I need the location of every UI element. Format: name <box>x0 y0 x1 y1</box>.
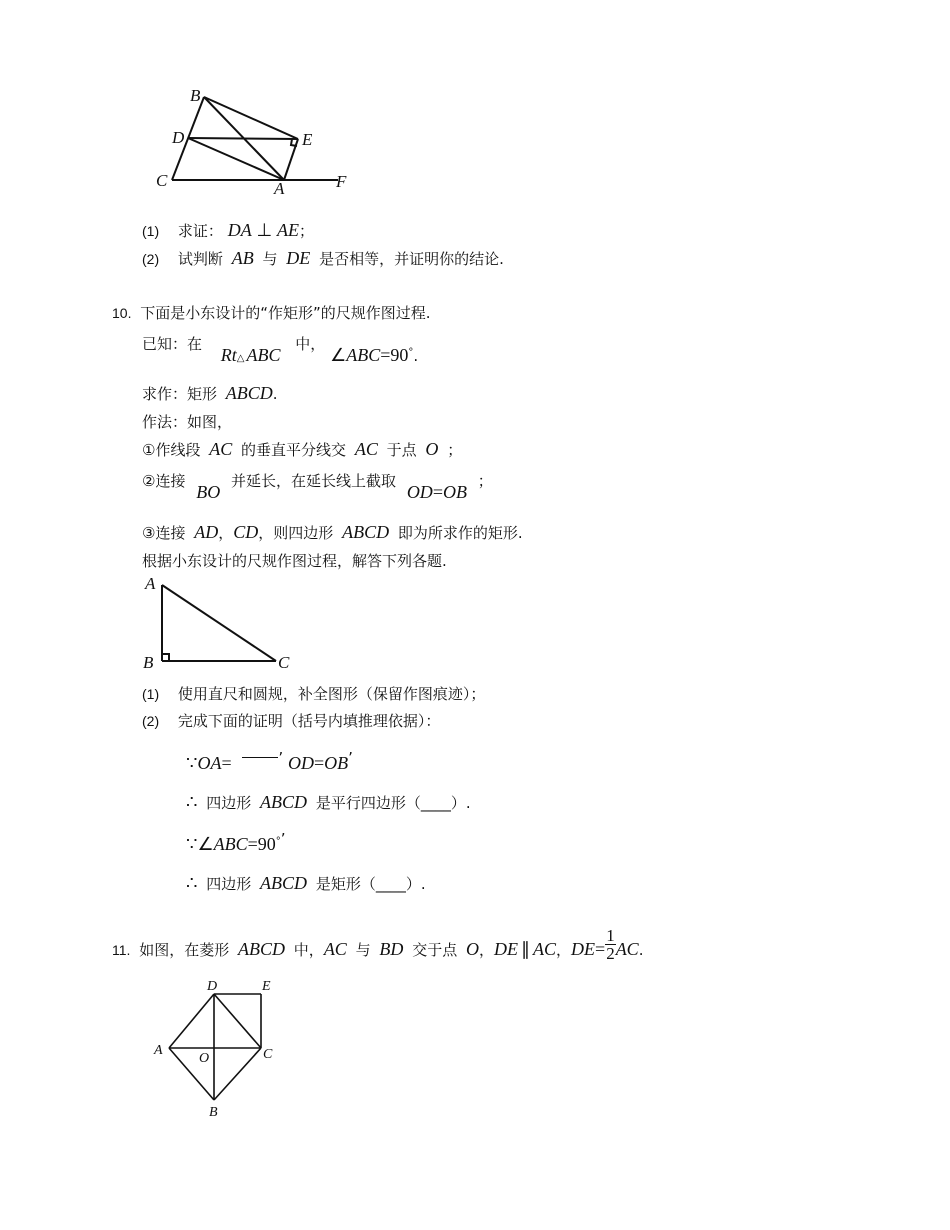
s1-pre: ①作线段 <box>142 441 201 459</box>
value-90: 90 <box>257 834 276 854</box>
math-oa: OA <box>197 753 222 773</box>
l2-pre: 四边形 <box>206 794 252 812</box>
math-ab: AB <box>231 248 254 268</box>
degree: ° <box>408 347 414 358</box>
question-number: 10. <box>112 305 132 321</box>
q11-dot: . <box>638 941 644 959</box>
math-ac2: AC <box>533 939 557 959</box>
q10-step2 <box>142 470 493 502</box>
math-o: O <box>465 939 479 959</box>
math-bd: BD <box>379 939 404 959</box>
comma2: ’ <box>348 749 353 767</box>
math-rt: Rt <box>220 345 237 365</box>
q9-part1 <box>142 220 314 241</box>
part-number: (2) <box>142 713 160 729</box>
s2-end: ； <box>477 472 493 490</box>
math-od: OD <box>406 482 433 502</box>
s2-pre: ②连接 <box>142 472 186 490</box>
fig3-label-c: C <box>263 1047 273 1062</box>
math-ob: OB <box>324 753 349 773</box>
s3-c1: ， <box>218 524 234 542</box>
math-cd: CD <box>233 522 259 542</box>
math-ac2: AC <box>354 439 378 459</box>
s2-mid: 并延长，在延长线上截取 <box>231 472 397 490</box>
equals: = <box>221 753 232 773</box>
ask-dot: . <box>272 385 278 403</box>
figure-rhombus <box>145 972 285 1122</box>
therefore: ∴ <box>186 873 198 893</box>
q10-intro <box>112 303 431 323</box>
because: ∵ <box>186 753 198 773</box>
fig2-label-b: B <box>143 653 154 672</box>
part-number: (1) <box>142 686 160 702</box>
fraction-half <box>605 927 616 962</box>
fig2-label-a: A <box>145 574 156 593</box>
fig3-label-a: A <box>154 1043 163 1058</box>
q9-p2-text: 试判断 <box>177 250 223 268</box>
triangle-symbol: △ <box>236 353 245 364</box>
value-90: 90 <box>390 345 409 365</box>
q11-mid1: 中， <box>293 941 324 959</box>
math-de2: DE <box>571 939 596 959</box>
q11-intro <box>112 926 644 963</box>
equals: = <box>380 345 391 365</box>
math-abcd: ABCD <box>225 383 273 403</box>
fig1-label-d: D <box>172 128 185 147</box>
s1-mid: 的垂直平分线交 <box>241 441 347 459</box>
fig3-label-b: B <box>209 1105 218 1120</box>
math-abcd: ABCD <box>238 939 286 959</box>
math-ad: AD <box>194 522 219 542</box>
math-abcd: ABCD <box>260 873 308 893</box>
equals: = <box>247 834 258 854</box>
l4-post: 是矩形（____）. <box>315 875 426 893</box>
q10-part1 <box>142 684 485 704</box>
fig1-label-c: C <box>156 171 168 190</box>
known-angle <box>330 347 418 365</box>
equals2: = <box>313 753 325 773</box>
fig1-label-b: B <box>190 86 201 105</box>
ask-pre: 求作：矩形 <box>142 385 218 403</box>
s2-equation <box>407 484 472 502</box>
q10-part2 <box>142 711 440 731</box>
s3-c2: ， <box>258 524 274 542</box>
fraction-denominator: 2 <box>606 944 615 963</box>
equals: = <box>432 482 443 502</box>
q10-method: 作法：如图， <box>142 413 233 431</box>
q11-pre: 如图，在菱形 <box>139 941 230 959</box>
q11-mid3: 交于点 <box>412 941 458 959</box>
equals: = <box>595 939 606 959</box>
fraction-numerator: 1 <box>606 926 615 945</box>
q10-step1 <box>142 439 462 460</box>
fig3-label-o: O <box>199 1051 210 1066</box>
math-ac: AC <box>209 439 233 459</box>
figure-right-triangle <box>140 572 305 676</box>
angle-symbol: ∠ <box>197 834 214 854</box>
known-triangle <box>221 347 285 365</box>
math-ae: AE <box>276 220 299 240</box>
proof-line-4 <box>186 873 426 894</box>
math-ob: OB <box>442 482 467 502</box>
known-mid: 中， <box>295 335 326 353</box>
q9-p2-end: 是否相等，并证明你的结论. <box>319 250 504 268</box>
part-number: (2) <box>142 251 160 267</box>
angle-symbol: ∠ <box>330 345 347 365</box>
fig2-label-c: C <box>278 653 290 672</box>
figure-parallelogram <box>150 84 360 196</box>
because: ∵ <box>186 834 198 854</box>
math-abc: ABC <box>213 834 248 854</box>
math-de: DE <box>286 248 311 268</box>
l2-post: 是平行四边形（____）. <box>315 794 471 812</box>
q10-step3 <box>142 522 523 543</box>
q9-p1-end: ； <box>298 222 314 240</box>
s3-end: 即为所求作的矩形. <box>397 524 523 542</box>
comma: ’ <box>278 749 284 767</box>
math-abcd: ABCD <box>260 792 308 812</box>
math-de: DE <box>494 939 518 959</box>
proof-line-1 <box>186 749 353 774</box>
q11-c2: ， <box>556 941 572 959</box>
fig1-label-e: E <box>302 130 313 149</box>
math-o: O <box>425 439 439 459</box>
math-da: DA <box>227 220 252 240</box>
known-pre: 已知：在 <box>142 335 203 353</box>
fig3-label-d: D <box>207 979 218 994</box>
math-perp: ⊥ <box>256 220 273 240</box>
proof-line-3 <box>186 830 286 858</box>
math-ac: AC <box>323 939 347 959</box>
l4-pre: 四边形 <box>206 875 252 893</box>
s1-mid2: 于点 <box>386 441 417 459</box>
math-abc: ABC <box>246 345 281 365</box>
q10-known <box>142 333 419 365</box>
answer-blank[interactable] <box>242 757 278 758</box>
therefore: ∴ <box>186 792 198 812</box>
degree: ° <box>275 836 281 847</box>
q11-c1: ， <box>478 941 494 959</box>
q10-p1-text: 使用直尺和圆规，补全图形（保留作图痕迹）； <box>177 685 486 703</box>
fig3-label-e: E <box>262 979 271 994</box>
fig1-label-f: F <box>336 172 347 191</box>
q9-p2-mid: 与 <box>262 250 278 268</box>
q11-mid2: 与 <box>355 941 371 959</box>
parallel-symbol: ∥ <box>521 939 530 959</box>
part-number: (1) <box>142 223 160 239</box>
math-abcd: ABCD <box>342 522 390 542</box>
q10-p2-text: 完成下面的证明（括号内填推理依据）： <box>177 712 441 730</box>
comma: ’ <box>280 830 286 848</box>
s1-end: ； <box>447 441 463 459</box>
fig1-label-a: A <box>274 179 285 196</box>
question-number: 11. <box>112 942 131 958</box>
known-dot: . <box>413 347 419 365</box>
q9-part2 <box>142 248 504 269</box>
math-abc2: ABC <box>346 345 381 365</box>
q10-basis: 根据小东设计的尺规作图过程，解答下列各题. <box>142 552 447 570</box>
q10-ask <box>142 383 278 404</box>
proof-line-2 <box>186 792 471 813</box>
s3-pre: ③连接 <box>142 524 186 542</box>
math-bo: BO <box>196 482 221 502</box>
s3-mid: 则四边形 <box>273 524 334 542</box>
math-od: OD <box>287 753 314 773</box>
math-ac3: AC <box>615 939 639 959</box>
q10-intro-text: 下面是小东设计的“作矩形”的尺规作图过程. <box>140 304 431 322</box>
q9-p1-text: 求证： <box>177 222 223 240</box>
